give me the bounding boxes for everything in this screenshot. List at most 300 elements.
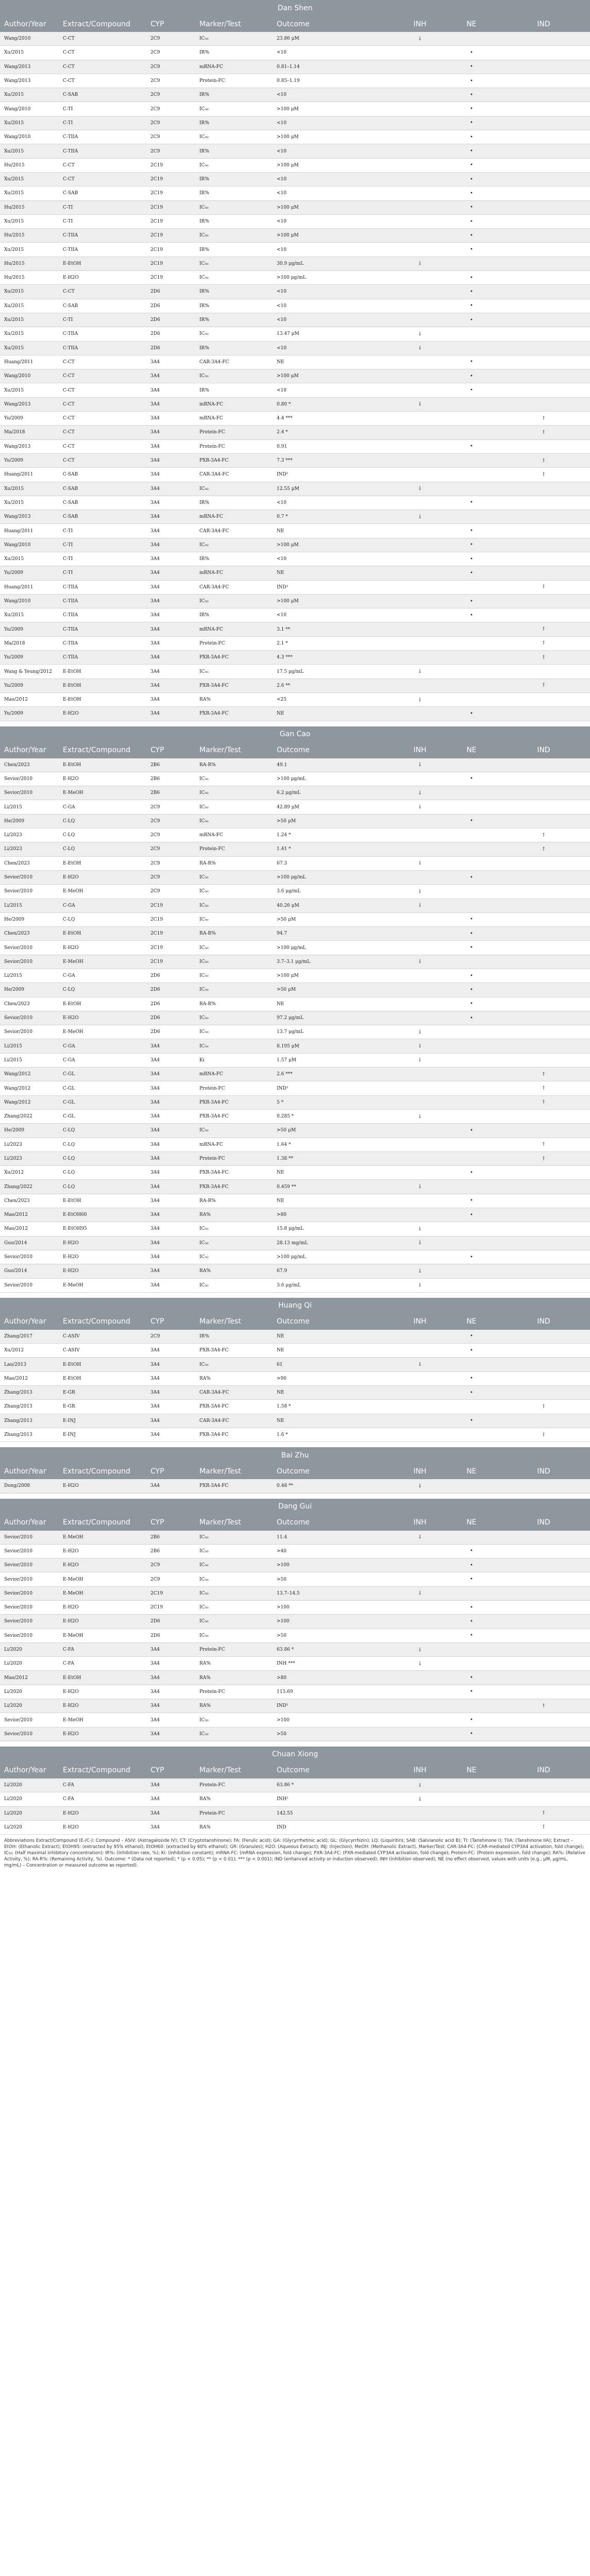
cell-marker-test: IR% [195, 285, 273, 299]
cell-cyp: 2D6 [146, 1025, 195, 1039]
cell-inh: ↓ [394, 510, 446, 524]
cell-author-year: Hu/2015 [0, 158, 59, 172]
cell-ind [497, 524, 590, 538]
table-row [0, 383, 590, 397]
table-row [0, 941, 590, 955]
column-header-cyp: CYP [146, 742, 195, 758]
table-row [0, 1386, 590, 1400]
cell-extract-compound: C-TI [59, 116, 146, 130]
cell-ind: ↑ [497, 453, 590, 467]
cell-ind [497, 912, 590, 926]
cell-inh [394, 1400, 446, 1414]
cell-marker-test: IC₅₀ [195, 1039, 273, 1053]
cell-author-year: Mao/2012 [0, 1671, 59, 1685]
cell-marker-test: mRNA-FC [195, 397, 273, 411]
cell-inh [394, 828, 446, 842]
table-row [0, 665, 590, 679]
cell-inh [394, 439, 446, 453]
cell-author-year: Sevior/2010 [0, 1586, 59, 1600]
cell-extract-compound: E-EtOH [59, 1194, 146, 1208]
cell-ne [446, 1222, 497, 1236]
cell-marker-test: IC₅₀ [195, 1558, 273, 1572]
cell-ind: ↑ [497, 636, 590, 650]
cell-extract-compound: C-TIIA [59, 243, 146, 257]
table-row [0, 1138, 590, 1151]
table-row [0, 1067, 590, 1081]
cell-marker-test: CAR-3A4-FC [195, 355, 273, 369]
cell-ne [446, 1778, 497, 1792]
cell-marker-test: RA% [195, 1820, 273, 1834]
cell-cyp: 3A4 [146, 1671, 195, 1685]
cell-extract-compound: C-TI [59, 552, 146, 566]
cell-extract-compound: C-TI [59, 102, 146, 116]
cell-ind: ↑ [497, 651, 590, 665]
cell-extract-compound: C-CT [59, 158, 146, 172]
cell-cyp: 3A4 [146, 1479, 195, 1493]
cell-inh [394, 88, 446, 102]
cell-cyp: 2C19 [146, 172, 195, 186]
cell-author-year: Sevior/2010 [0, 955, 59, 969]
cell-author-year: Xu/2012 [0, 1166, 59, 1180]
cell-ind [497, 1713, 590, 1727]
cell-author-year: Chen/2023 [0, 758, 59, 772]
cell-inh: ↓ [394, 1531, 446, 1545]
cell-inh [394, 60, 446, 74]
cell-ind [497, 856, 590, 870]
cell-extract-compound: C-LQ [59, 983, 146, 997]
column-header-inh: INH [394, 1515, 446, 1531]
cell-ne: • [446, 172, 497, 186]
cell-ind: ↑ [497, 1400, 590, 1414]
cell-extract-compound: C-ASIV [59, 1344, 146, 1358]
cell-cyp: 3A4 [146, 1400, 195, 1414]
cell-outcome: 11.4 [273, 1531, 394, 1545]
column-header-ind: IND [497, 742, 590, 758]
cell-inh: ↓ [394, 327, 446, 341]
cell-ind [497, 1236, 590, 1250]
cell-cyp: 3A4 [146, 594, 195, 608]
cell-cyp: 2D6 [146, 997, 195, 1011]
cell-ne: • [446, 566, 497, 580]
table-row [0, 1039, 590, 1053]
cell-inh: ↓ [394, 341, 446, 355]
cell-outcome: 0.48 ** [273, 1479, 394, 1493]
cell-marker-test: IC₅₀ [195, 257, 273, 270]
cell-ne [446, 1039, 497, 1053]
cell-cyp: 3A4 [146, 1713, 195, 1727]
cell-marker-test: IC₅₀ [195, 1727, 273, 1741]
cell-inh: ↓ [394, 257, 446, 270]
cell-cyp: 3A4 [146, 566, 195, 580]
cell-ind [497, 1386, 590, 1400]
cell-author-year: He/2009 [0, 814, 59, 828]
cell-ne [446, 1642, 497, 1656]
cell-cyp: 3A4 [146, 1820, 195, 1834]
cell-extract-compound: C-LQ [59, 1124, 146, 1138]
cell-cyp: 3A4 [146, 692, 195, 706]
table-row [0, 426, 590, 439]
cell-ne [446, 257, 497, 270]
cell-inh [394, 468, 446, 482]
cell-cyp: 2D6 [146, 327, 195, 341]
table-row [0, 1671, 590, 1685]
cell-outcome: >50 μM [273, 983, 394, 997]
cell-extract-compound: C-LQ [59, 1138, 146, 1151]
column-header-extract-compound: Extract/Compound [59, 1515, 146, 1531]
cell-author-year: Chen/2023 [0, 927, 59, 941]
cell-marker-test: IC₅₀ [195, 1025, 273, 1039]
cell-author-year: Sevior/2010 [0, 1250, 59, 1264]
cell-marker-test: PXR-3A4-FC [195, 1428, 273, 1442]
cell-cyp: 2C9 [146, 88, 195, 102]
cell-cyp: 2B6 [146, 1544, 195, 1558]
cell-inh [394, 1428, 446, 1442]
cell-marker-test: IR% [195, 243, 273, 257]
section-title: Dan Shen [0, 0, 590, 16]
section-spacer [0, 721, 590, 726]
cell-ind [497, 969, 590, 983]
cell-ne: • [446, 1713, 497, 1727]
cell-author-year: Sevior/2010 [0, 1011, 59, 1025]
cell-author-year: Li/2020 [0, 1685, 59, 1699]
column-header-inh: INH [394, 742, 446, 758]
cell-inh [394, 814, 446, 828]
cell-ind [497, 32, 590, 46]
cell-author-year: Xu/2015 [0, 144, 59, 158]
cell-marker-test: IC₅₀ [195, 1250, 273, 1264]
cell-cyp: 2B6 [146, 758, 195, 772]
cell-extract-compound: C-CT [59, 439, 146, 453]
cell-ind [497, 200, 590, 214]
cell-outcome: IND² [273, 1081, 394, 1095]
cell-author-year: Yu/2009 [0, 679, 59, 692]
cell-outcome: NE [273, 566, 394, 580]
cell-ne [446, 1479, 497, 1493]
cell-outcome: 1.64 * [273, 1138, 394, 1151]
cell-ind [497, 870, 590, 884]
cell-outcome: >100 μM [273, 229, 394, 243]
cell-inh [394, 496, 446, 510]
cell-ne [446, 1264, 497, 1278]
cell-marker-test: Protein-FC [195, 74, 273, 88]
table-row [0, 1558, 590, 1572]
cell-ind [497, 102, 590, 116]
cell-cyp: 3A4 [146, 482, 195, 496]
cell-outcome: >50 [273, 1629, 394, 1642]
cell-author-year: Sevior/2010 [0, 941, 59, 955]
cell-author-year: Zhang/2013 [0, 1386, 59, 1400]
table-row [0, 510, 590, 524]
table-row [0, 439, 590, 453]
cell-ind [497, 299, 590, 313]
cell-cyp: 2C9 [146, 856, 195, 870]
cell-cyp: 3A4 [146, 651, 195, 665]
table-row [0, 1151, 590, 1165]
cell-inh: ↓ [394, 758, 446, 772]
cell-marker-test: IC₅₀ [195, 482, 273, 496]
cell-ne [446, 1820, 497, 1834]
cell-extract-compound: C-TIIA [59, 130, 146, 144]
cell-ne [446, 856, 497, 870]
cell-outcome: >100 μg/mL [273, 870, 394, 884]
cell-ind: ↑ [497, 1428, 590, 1442]
cell-outcome: 7.3 *** [273, 453, 394, 467]
cell-inh [394, 870, 446, 884]
cell-author-year: Sevior/2010 [0, 1572, 59, 1586]
cell-extract-compound: E-GR [59, 1400, 146, 1414]
column-header-marker-test: Marker/Test [195, 742, 273, 758]
cell-extract-compound: C-CT [59, 412, 146, 426]
cell-ind [497, 1039, 590, 1053]
cell-ind [497, 383, 590, 397]
cell-ind: ↑ [497, 1067, 590, 1081]
cell-ind [497, 130, 590, 144]
table-row [0, 997, 590, 1011]
cell-inh: ↓ [394, 1278, 446, 1292]
cell-author-year: Chen/2023 [0, 856, 59, 870]
cell-extract-compound: E-MeOH [59, 1531, 146, 1545]
cell-ne: • [446, 271, 497, 285]
cell-ind [497, 814, 590, 828]
table-row [0, 187, 590, 200]
cell-outcome: >50 [273, 1727, 394, 1741]
cell-ne: • [446, 814, 497, 828]
cell-author-year: Sevior/2010 [0, 772, 59, 786]
cell-cyp: 3A4 [146, 355, 195, 369]
cell-outcome: 3.6 μg/mL [273, 1278, 394, 1292]
table-row [0, 912, 590, 926]
cell-author-year: Li/2020 [0, 1778, 59, 1792]
section-spacer [0, 1741, 590, 1747]
cell-ind [497, 1685, 590, 1699]
cell-marker-test: IR% [195, 46, 273, 60]
cell-marker-test: RA% [195, 1264, 273, 1278]
cell-extract-compound: E-GR [59, 1386, 146, 1400]
table-row [0, 580, 590, 594]
cell-marker-test: IC₅₀ [195, 885, 273, 899]
cell-extract-compound: E-H2O [59, 1699, 146, 1713]
cell-inh [394, 426, 446, 439]
cell-marker-test: Protein-FC [195, 439, 273, 453]
column-header-row [0, 1314, 590, 1330]
cell-extract-compound: E-EtOH [59, 1371, 146, 1385]
table-row [0, 622, 590, 636]
cell-ind [497, 1727, 590, 1741]
cell-ne: • [446, 1371, 497, 1385]
table-row [0, 313, 590, 327]
cell-extract-compound: E-H2O [59, 1806, 146, 1820]
table-row [0, 814, 590, 828]
cell-inh [394, 1151, 446, 1165]
cell-inh: ↓ [394, 1586, 446, 1600]
column-header-ne: NE [446, 1515, 497, 1531]
cell-author-year: Yu/2009 [0, 412, 59, 426]
table-row [0, 1250, 590, 1264]
cell-ne [446, 580, 497, 594]
cell-marker-test: PXR-3A4-FC [195, 679, 273, 692]
cell-ne [446, 468, 497, 482]
cell-ne: • [446, 1629, 497, 1642]
cell-extract-compound: E-MeOH [59, 1713, 146, 1727]
cell-cyp: 3A4 [146, 439, 195, 453]
cell-marker-test: mRNA-FC [195, 622, 273, 636]
cell-author-year: Chen/2023 [0, 1194, 59, 1208]
cell-cyp: 2C9 [146, 130, 195, 144]
cell-extract-compound: C-LQ [59, 1180, 146, 1194]
cell-cyp: 3A4 [146, 622, 195, 636]
cell-inh [394, 130, 446, 144]
cell-cyp: 2C9 [146, 828, 195, 842]
cell-author-year: Mao/2012 [0, 692, 59, 706]
cell-author-year: Xu/2015 [0, 313, 59, 327]
cell-outcome: 2.6 ** [273, 679, 394, 692]
table-row [0, 1414, 590, 1428]
cell-marker-test: IC₅₀ [195, 1011, 273, 1025]
cell-author-year: Xu/2015 [0, 172, 59, 186]
column-header-cyp: CYP [146, 1515, 195, 1531]
cell-ne: • [446, 1671, 497, 1685]
cell-cyp: 2C9 [146, 32, 195, 46]
cell-cyp: 2C19 [146, 243, 195, 257]
cell-inh [394, 1727, 446, 1741]
cell-marker-test: PXR-3A4-FC [195, 1166, 273, 1180]
cell-marker-test: Protein-FC [195, 426, 273, 439]
cell-ne: • [446, 1558, 497, 1572]
cell-ne: • [446, 941, 497, 955]
column-header-row [0, 1762, 590, 1778]
cell-inh [394, 608, 446, 622]
cell-cyp: 3A4 [146, 1278, 195, 1292]
cell-ind [497, 116, 590, 130]
cell-cyp: 2C19 [146, 187, 195, 200]
cell-inh: ↓ [394, 885, 446, 899]
cell-ind: ↑ [497, 1820, 590, 1834]
cell-marker-test: Protein-FC [195, 1151, 273, 1165]
cell-outcome: <10 [273, 243, 394, 257]
cell-extract-compound: E-H2O [59, 1250, 146, 1264]
cell-extract-compound: E-MeOH [59, 1278, 146, 1292]
section-header [0, 0, 590, 16]
cell-author-year: Huang/2011 [0, 468, 59, 482]
cell-outcome: 3.1 ** [273, 622, 394, 636]
cell-marker-test: Protein-FC [195, 1081, 273, 1095]
cell-ne: • [446, 594, 497, 608]
cell-inh [394, 229, 446, 243]
cell-cyp: 2D6 [146, 313, 195, 327]
cell-extract-compound: E-MeOH [59, 1586, 146, 1600]
cell-cyp: 2C19 [146, 214, 195, 228]
cell-author-year: Wang/2013 [0, 397, 59, 411]
cell-ne [446, 1109, 497, 1123]
section-title: Huang Qi [0, 1298, 590, 1314]
cell-outcome: >50 [273, 1572, 394, 1586]
cell-author-year: Hu/2015 [0, 271, 59, 285]
cell-ne [446, 1278, 497, 1292]
cell-marker-test: RA-R% [195, 997, 273, 1011]
cell-outcome: 2.4 * [273, 426, 394, 439]
cell-ne: • [446, 299, 497, 313]
cell-ne: • [446, 60, 497, 74]
cell-outcome: >100 μg/mL [273, 271, 394, 285]
cell-outcome: >100 μM [273, 130, 394, 144]
cell-author-year: Sevior/2010 [0, 1531, 59, 1545]
cell-marker-test: Protein-FC [195, 1642, 273, 1656]
cell-outcome: 67.3 [273, 856, 394, 870]
cell-cyp: 3A4 [146, 1180, 195, 1194]
cell-ne: • [446, 229, 497, 243]
column-header-outcome: Outcome [273, 1762, 394, 1778]
cell-outcome: >100 [273, 1713, 394, 1727]
cell-marker-test: PXR-3A4-FC [195, 1479, 273, 1493]
column-header-row [0, 742, 590, 758]
cell-inh [394, 1699, 446, 1713]
cell-outcome: 42.89 μM [273, 800, 394, 814]
table-row [0, 1180, 590, 1194]
cell-outcome: <10 [273, 187, 394, 200]
cell-author-year: Xu/2015 [0, 243, 59, 257]
cell-cyp: 2C9 [146, 116, 195, 130]
cell-author-year: Xu/2015 [0, 88, 59, 102]
cell-inh [394, 1806, 446, 1820]
table-row [0, 299, 590, 313]
cell-extract-compound: C-GA [59, 1039, 146, 1053]
cell-inh: ↓ [394, 1358, 446, 1371]
cell-cyp: 3A4 [146, 665, 195, 679]
cell-outcome: NE [273, 1166, 394, 1180]
cell-outcome: 63.86 * [273, 1778, 394, 1792]
table-row [0, 1194, 590, 1208]
table-row [0, 927, 590, 941]
section-title: Chuan Xiong [0, 1747, 590, 1762]
cell-inh [394, 1558, 446, 1572]
cell-author-year: Wang/2013 [0, 510, 59, 524]
cell-ne: • [446, 158, 497, 172]
cell-cyp: 3A4 [146, 1428, 195, 1442]
cell-outcome: <10 [273, 341, 394, 355]
cell-inh [394, 622, 446, 636]
cell-author-year: Wang/2013 [0, 60, 59, 74]
cell-inh [394, 1081, 446, 1095]
cell-ne: • [446, 74, 497, 88]
cell-outcome: IND [273, 1820, 394, 1834]
cell-cyp: 2C19 [146, 927, 195, 941]
cell-outcome: 115.69 [273, 1685, 394, 1699]
cell-ne [446, 800, 497, 814]
cell-ind: ↑ [497, 468, 590, 482]
cell-outcome: <10 [273, 116, 394, 130]
cell-marker-test: IR% [195, 313, 273, 327]
cell-author-year: Zhang/2022 [0, 1180, 59, 1194]
cell-ind [497, 1778, 590, 1792]
cell-marker-test: IC₅₀ [195, 786, 273, 800]
table-row [0, 1806, 590, 1820]
table-row [0, 1642, 590, 1656]
cell-inh [394, 1067, 446, 1081]
cell-ne [446, 453, 497, 467]
cell-ne [446, 397, 497, 411]
cell-ne [446, 955, 497, 969]
cell-ind: ↑ [497, 1095, 590, 1109]
cell-ne [446, 899, 497, 912]
cell-outcome: <10 [273, 144, 394, 158]
cell-outcome: <10 [273, 172, 394, 186]
table-row [0, 327, 590, 341]
cell-outcome: <10 [273, 46, 394, 60]
cell-marker-test: RA% [195, 1657, 273, 1671]
cell-marker-test: Protein-FC [195, 1806, 273, 1820]
cell-cyp: 2C9 [146, 102, 195, 116]
cell-inh [394, 355, 446, 369]
